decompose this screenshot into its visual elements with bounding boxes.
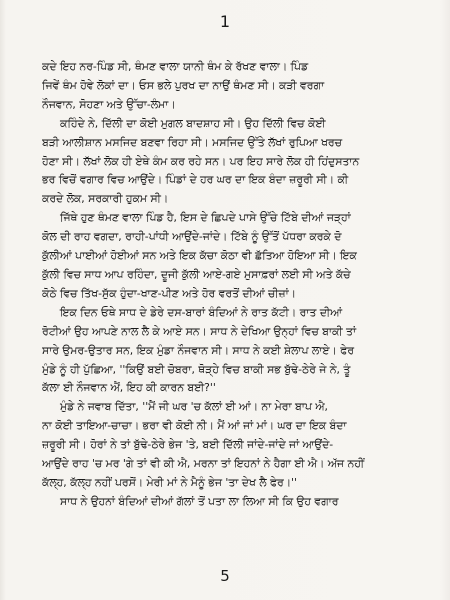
text-line: ਮੁੰਡੇ ਨੂੰ ਹੀ ਪੁੱਛਿਆ, ''ਕਿਉਂ ਬਈ ਚੋਬਰਾ, ਥੋੜ੍ਹੇ ਵਿਚ ਬਾਕੀ ਸਭ ਬੁੱਢੇ-ਠੇਰੇ ਜੇ ਨੇ, ਤੂੰ (42, 362, 351, 376)
text-line: ਬੜੀ ਆਲੀਸ਼ਾਨ ਮਸਜਿਦ ਬਣਵਾ ਰਿਹਾ ਸੀ। ਮਸਜਿਦ ਉੱਤੇ ਲੱਖਾਂ ਰੁਪਿਆ ਖਰਚ (42, 135, 342, 149)
text-line: ਕਹਿੰਦੇ ਨੇ, ਦਿੱਲੀ ਦਾ ਕੋਈ ਮੁਗਲ ਬਾਦਸ਼ਾਹ ਸੀ। ਉਹ ਦਿੱਲੀ ਵਿਚ ਕੋਈ (60, 116, 326, 130)
text-line: ਹੋਣਾ ਸੀ। ਲੱਖਾਂ ਲੋਕ ਹੀ ਏਥੇ ਕੰਮ ਕਰ ਰਹੇ ਸਨ। ਪਰ ਇਹ ਸਾਰੇ ਲੋਕ ਹੀ ਹਿਂਦੁਸਤਾਨ (42, 154, 360, 168)
paragraph (42, 304, 412, 399)
text-line: ਇਕ ਦਿਨ ਓਥੇ ਸਾਧ ਦੇ ਡੇਰੇ ਦਸ-ਬਾਰਾਂ ਬੰਦਿਆਂ ਨੇ ਰਾਤ ਕੱਟੀ। ਰਾਤ ਦੀਆਂ (60, 305, 342, 319)
body-text (42, 58, 412, 512)
text-line: ਸਾਰੇ ਉਮਰ-ਉਤਾਰ ਸਨ, ਇਕ ਮੁੰਡਾ ਨੌਜਵਾਨ ਸੀ। ਸਾਧ ਨੇ ਕਈ ਸ਼ੇਲਾਪ ਲਾਏ। ਫੇਰ (42, 343, 354, 357)
text-line: ਨਾ ਕੋਈ ਤਾਇਆ-ਚਾਚਾ। ਭਰਾ ਵੀ ਕੋਈ ਨੀ। ਮੈਂ ਆਂ ਜਾਂ ਮਾਂ। ਘਰ ਦਾ ਇਕ ਬੰਦਾ (42, 419, 347, 433)
text-line: ਕੁੱਲੀਆਂ ਪਾਈਆਂ ਹੋਈਆਂ ਸਨ ਅਤੇ ਇਕ ਕੱਚਾ ਕੋਠਾ ਵੀ ਛੱਤਿਆ ਹੋਇਆ ਸੀ। ਇਕ (42, 249, 357, 263)
text-line: ਸਾਧ ਨੇ ਉਹਨਾਂ ਬੰਦਿਆਂ ਦੀਆਂ ਗੱਲਾਂ ਤੋਂ ਪਤਾ ਲਾ ਲਿਆ ਸੀ ਕਿ ਉਹ ਵਗਾਰ (60, 494, 339, 508)
text-line: ਕੱਲ੍ਹ, ਕੱਲ੍ਹ ਨਹੀਂ ਪਰਸੋਂ। ਮੇਰੀ ਮਾਂ ਨੇ ਮੈਨੂੰ ਭੇਜ 'ਤਾ ਦੇਖ ਲੈ ਫੇਰ।'' (42, 475, 297, 489)
paragraph (42, 493, 412, 512)
text-line: ਕੋਲ ਦੀ ਰਾਹ ਵਗਦਾ, ਰਾਹੀ-ਪਾਂਧੀ ਆਉਂਦੇ-ਜਾਂਦੇ। ਟਿੱਬੇ ਨੂੰ ਉੱਤੋਂ ਪੱਧਰਾ ਕਰਕੇ ਦੋ (42, 230, 342, 244)
text-line: ਕੋਠੇ ਵਿਚ ਤਿੱਖ-ਸੁੱਕ ਹੁੰਦਾ-ਖਾਣ-ਪੀਣ ਅਤੇ ਹੋਰ ਵਰਤੋਂ ਦੀਆਂ ਚੀਜ਼ਾਂ। (42, 286, 296, 300)
page-number: 5 (220, 567, 230, 585)
text-line: ਕਰਦੇ ਲੋਕ, ਸਰਕਾਰੀ ਹੁਕਮ ਸੀ। (42, 192, 169, 206)
text-line: ਮੁੰਡੇ ਨੇ ਜਵਾਬ ਦਿੱਤਾ, ''ਮੈਂ ਜੀ ਘਰ 'ਚ ਕੱਲਾਂ ਈ ਆਂ। ਨਾ ਮੇਰਾ ਬਾਪ ਐ, (60, 400, 328, 414)
paragraph (42, 58, 412, 115)
chapter-number: 1 (219, 12, 231, 31)
text-line: ਕੱਲਾ ਈ ਨੌਜਵਾਨ ਐਂ, ਇਹ ਕੀ ਕਾਰਨ ਬਈ?'' (42, 381, 216, 395)
text-line: ਜਿੱਥੇ ਹੁਣ ਥੰਮਣ ਵਾਲਾ ਪਿੰਡ ਹੈ, ਇਸ ਦੇ ਛਿਪਦੇ ਪਾਸੇ ਉੱਚੇ ਟਿੱਬੇ ਦੀਆਂ ਜੜ੍ਹਾਂ (60, 211, 351, 225)
paragraph (42, 115, 412, 210)
paragraph (42, 209, 412, 304)
text-line: ਜਿਵੇਂ ਥੰਮ ਹੋਵੇ ਲੋਕਾਂ ਦਾ। ਓਸ ਭਲੇ ਪੁਰਖ ਦਾ ਨਾਉਂ ਥੰਮਣ ਸੀ। ਕੜੀ ਵਰਗਾ (42, 78, 325, 92)
text-line: ਆਉਂਦੇ ਰਾਹ 'ਚ ਮਰ 'ਗੇ ਤਾਂ ਵੀ ਕੀ ਐ, ਮਰਨਾ ਤਾਂ ਇਹਨਾਂ ਨੇ ਹੈਗਾ ਈ ਐ। ਅੱਜ ਨਹੀਂ (42, 457, 365, 471)
text-line: ਨੌਜਵਾਨ, ਸੋਹਣਾ ਅਤੇ ਉੱਚਾ-ਲੰਮਾ। (42, 97, 176, 111)
text-line: ਭਰ ਵਿਚੋਂ ਵਗਾਰ ਵਿਚ ਆਉਂਦੇ। ਪਿੰਡਾਂ ਦੇ ਹਰ ਘਰ ਦਾ ਇਕ ਬੰਦਾ ਜ਼ਰੂਰੀ ਸੀ। ਕੀ (42, 173, 349, 187)
text-line: ਰੋਟੀਆਂ ਉਹ ਆਪਣੇ ਨਾਲ ਲੈ ਕੇ ਆਏ ਸਨ। ਸਾਧ ਨੇ ਦੇਖਿਆ ਉਨ੍ਹਾਂ ਵਿਚ ਬਾਕੀ ਤਾਂ (42, 324, 357, 338)
text-line: ਕੁੱਲੀ ਵਿਚ ਸਾਧ ਆਪ ਰਹਿੰਦਾ, ਦੂਜੀ ਕੁੱਲੀ ਆਏ-ਗਏ ਮੁਸਾਫ਼ਰਾਂ ਲਈ ਸੀ ਅਤੇ ਕੱਚੇ (42, 267, 351, 281)
text-line: ਜ਼ਰੂਰੀ ਸੀ। ਹੋਰਾਂ ਨੇ ਤਾਂ ਬੁੱਢੇ-ਠੇਰੇ ਭੇਜ 'ਤੇ, ਬਈ ਦਿੱਲੀ ਜਾਂਦੇ-ਜਾਂਦੇ ਜਾਂ ਆਉਂਦੇ- (42, 438, 334, 452)
text-line: ਕਦੇ ਇਹ ਨਰ-ਪਿੰਡ ਸੀ, ਥੰਮਣ ਵਾਲਾ ਯਾਨੀ ਥੰਮ ਕੇ ਰੱਖਣ ਵਾਲਾ। ਪਿੰਡ (42, 60, 309, 73)
paragraph (42, 398, 412, 493)
